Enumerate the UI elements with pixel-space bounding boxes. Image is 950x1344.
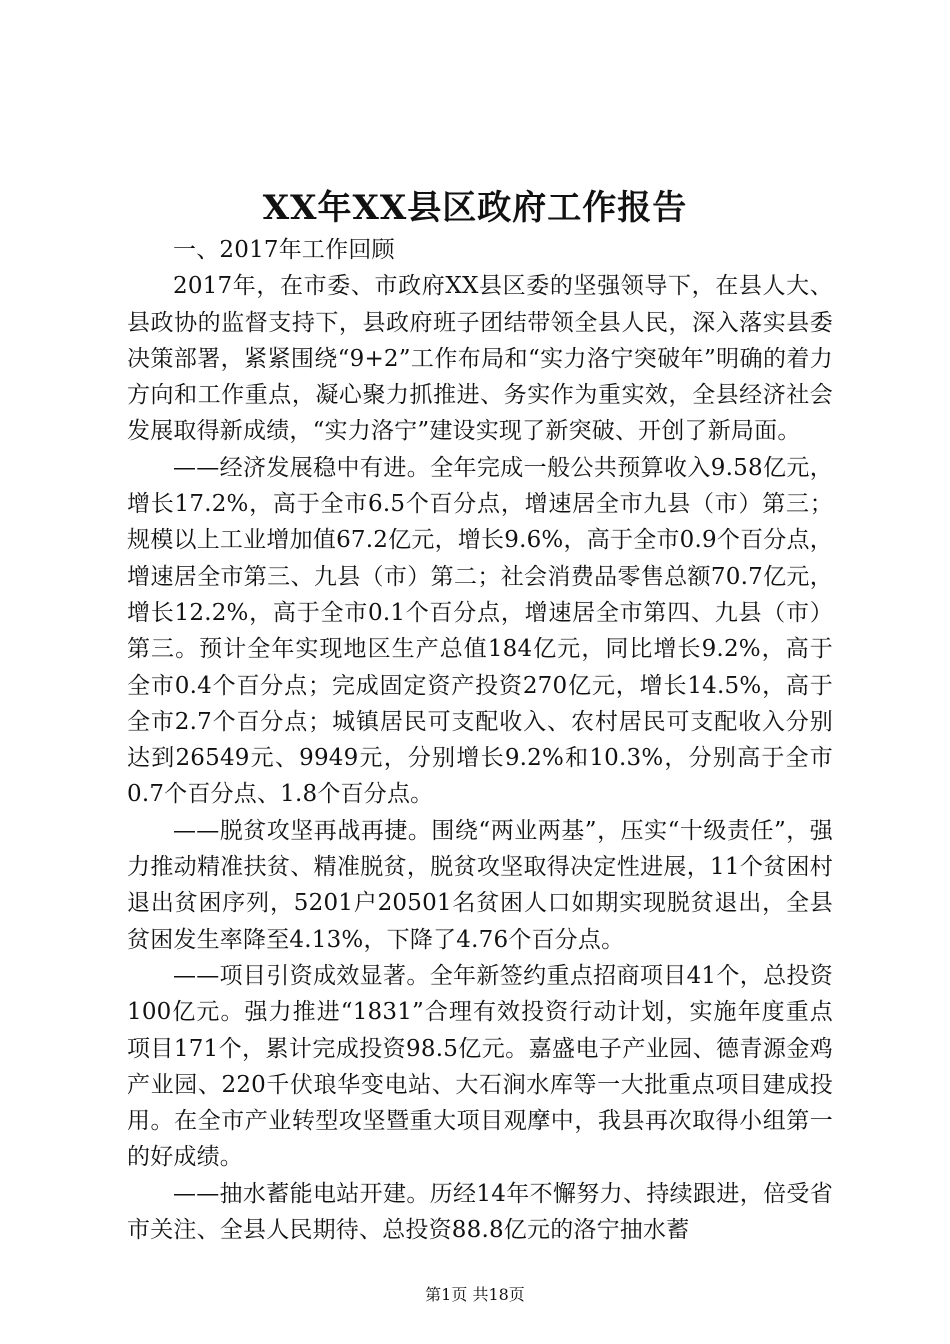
paragraph-economy: ——经济发展稳中有进。全年完成一般公共预算收入9.58亿元，增长17.2%，高于全市6.5个百分点，增速居全市九县（市）第三；规模以上工业增加值67.2亿元，增长9.6%，高于全市0.9个百分点，增速居全市第三、九县（市）第二；社会消费品零售总额70.7亿元，增长12.2%，高于全市0.1个百分点，增速居全市第四、九县（市）第三。预计全年实现地区生产总值184亿元，同比增长9.2%，高于全市0.4个百分点；完成固定资产投资270亿元，增长14.5%，高于全市2.7个百分点；城镇居民可支配收入、农村居民可支配收入分别达到26549元、9949元，分别增长9.2%和10.3%，分别高于全市0.7个百分点、1.8个百分点。 bbox=[127, 454, 833, 808]
paragraph-projects: ——项目引资成效显著。全年新签约重点招商项目41个，总投资100亿元。强力推进“1831”合理有效投资行动计划，实施年度重点项目171个，累计完成投资98.5亿元。嘉盛电子产业园、德青源金鸡产业园、220千伏琅华变电站、大石涧水库等一大批重点项目建成投用。在全市产业转型攻坚暨重大项目观摩中，我县再次取得小组第一的好成绩。 bbox=[127, 962, 833, 1171]
section-heading: 一、2017年工作回顾 bbox=[173, 237, 395, 263]
paragraph-power-station: ——抽水蓄能电站开建。历经14年不懈努力、持续跟进，倍受省市关注、全县人民期待、总投资88.8亿元的洛宁抽水蓄 bbox=[127, 1180, 833, 1244]
document-title: XX年XX县区政府工作报告 bbox=[262, 188, 688, 228]
document-body bbox=[127, 232, 833, 1248]
page-number-footer: 第1页 共18页 bbox=[425, 1285, 525, 1304]
paragraph-poverty: ——脱贫攻坚再战再捷。围绕“两业两基”，压实“十级责任”，强力推动精准扶贫、精准脱贫，脱贫攻坚取得决定性进展，11个贫困村退出贫困序列，5201户20501名贫困人口如期实现脱贫退出，全县贫困发生率降至4.13%，下降了4.76个百分点。 bbox=[127, 817, 833, 953]
paragraph-intro: 2017年，在市委、市政府XX县区委的坚强领导下，在县人大、县政协的监督支持下，县政府班子团结带领全县人民，深入落实县委决策部署，紧紧围绕“9+2”工作布局和“实力洛宁突破年”明确的着力方向和工作重点，凝心聚力抓推进、务实作为重实效，全县经济社会发展取得新成绩，“实力洛宁”建设实现了新突破、开创了新局面。 bbox=[127, 273, 833, 445]
